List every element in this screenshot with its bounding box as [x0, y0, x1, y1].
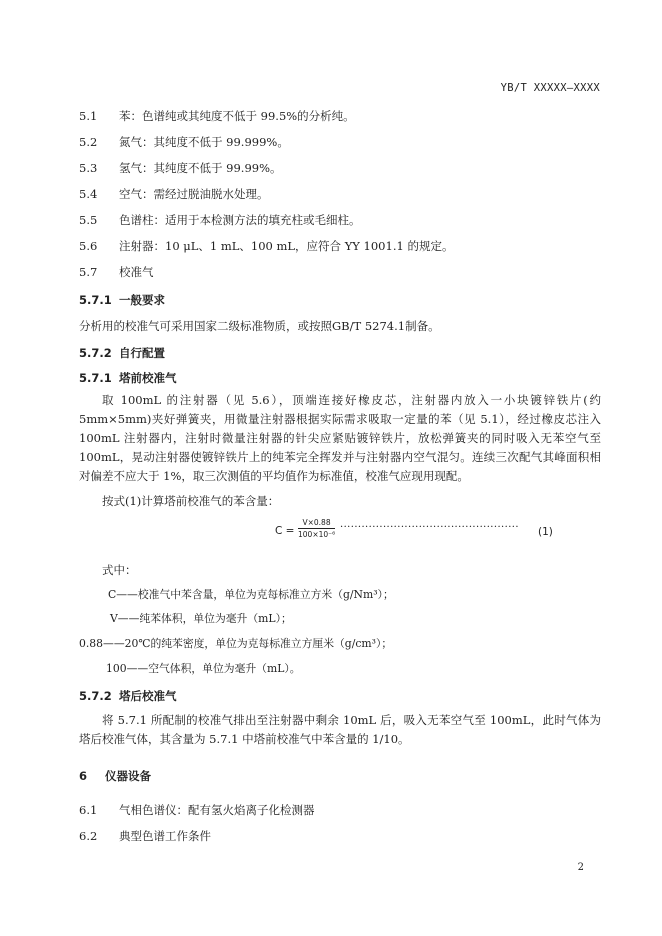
- clause-number: 5.2: [79, 135, 98, 149]
- clause-text: 色谱柱：适用于本检测方法的填充柱或毛细柱。: [119, 213, 361, 227]
- heading-title: 自行配置: [119, 346, 165, 360]
- clause-text: 空气：需经过脱油脱水处理。: [119, 187, 269, 201]
- clause-number: 5.7: [79, 265, 98, 279]
- heading-number: 5.7.1: [79, 371, 112, 385]
- document-code-header: YB/T XXXXX—XXXX: [500, 82, 600, 94]
- formula-lhs: C =: [275, 525, 295, 537]
- clause-5-6: [79, 238, 453, 254]
- clause-number: 5.1: [79, 109, 98, 123]
- clause-text: 校准气: [119, 265, 154, 279]
- formula-intro: 按式(1)计算塔前校准气的苯含量：: [102, 494, 280, 508]
- clause-5-1: [79, 108, 355, 124]
- clause-5-7: [79, 264, 154, 280]
- definition-air-volume: 100——空气体积，单位为毫升（mL）。: [106, 662, 301, 675]
- heading-title: 一般要求: [119, 293, 165, 307]
- formula-fraction: [298, 518, 335, 539]
- heading-tower-front-gas: [79, 370, 177, 386]
- definition-v: V——纯苯体积，单位为毫升（mL）；: [110, 612, 292, 625]
- formula-denominator: 100×10⁻⁶: [298, 530, 336, 539]
- definition-density: 0.88——20℃的纯苯密度，单位为克每标准立方厘米（g/cm³）；: [79, 637, 393, 650]
- heading-title: 塔前校准气: [119, 371, 177, 385]
- clause-5-2: [79, 134, 289, 150]
- heading-5-7-1: [79, 292, 165, 308]
- where-label: 式中：: [102, 563, 137, 577]
- heading-5-7-2: [79, 345, 165, 361]
- clause-5-3: [79, 160, 282, 176]
- clause-number: 5.4: [79, 187, 98, 201]
- rear-gas-paragraph: 将 5.7.1 所配制的校准气排出至注射器中剩余 10mL 后，吸入无苯空气至 100mL，此时气体为塔后校准气体，其含量为 5.7.1 中塔前校准气中苯含量的 1/10。: [79, 713, 601, 746]
- clause-5-5: [79, 212, 361, 228]
- heading-title: 塔后校准气: [119, 689, 177, 703]
- clause-text: 气相色谱仪：配有氢火焰离子化检测器: [119, 803, 315, 817]
- formula-leader-dots: ··················································: [340, 522, 519, 533]
- heading-instruments: [79, 768, 151, 784]
- preparation-paragraph: 取 100mL 的注射器（见 5.6），顶端连接好橡皮芯，注射器内放入一小块镀锌铁片(约 5mm×5mm)夹好弹簧夹，用微量注射器根据实际需求吸取一定量的苯（见 5.1），经过橡皮芯注入 100mL 注射器内，注射时微量注射器的针尖应紧贴镀锌铁片，放松弹簧夹的同时吸入无苯空气至 100mL，晃动注射器使镀锌铁片上的纯苯完全挥发并与注射器内空气混匀。连续三次配气其峰面积相对偏差不应大于 1%，取三次测值的平均值作为标准值，校准气应现用现配。: [79, 393, 601, 483]
- heading-tower-rear-gas: [79, 688, 177, 704]
- formula-1: [270, 518, 560, 548]
- clause-text: 氢气：其纯度不低于 99.99%。: [119, 161, 282, 175]
- heading-number: 6: [79, 769, 88, 783]
- clause-number: 5.6: [79, 239, 98, 253]
- definition-c: C——校准气中苯含量，单位为克每标准立方米（g/Nm³）；: [108, 588, 394, 601]
- clause-6-2: [79, 828, 211, 844]
- clause-number: 5.5: [79, 213, 98, 227]
- formula-numerator: V×0.88: [298, 518, 335, 529]
- clause-text: 苯：色谱纯或其纯度不低于 99.5%的分析纯。: [119, 109, 355, 123]
- heading-number: 5.7.2: [79, 689, 112, 703]
- clause-number: 6.1: [79, 803, 98, 817]
- page-number: 2: [577, 862, 584, 873]
- clause-number: 6.2: [79, 829, 98, 843]
- clause-5-4: [79, 186, 269, 202]
- heading-number: 5.7.2: [79, 346, 112, 360]
- clause-6-1: [79, 802, 315, 818]
- formula-number: (1): [538, 526, 553, 538]
- heading-title: 仪器设备: [105, 769, 151, 783]
- heading-number: 5.7.1: [79, 293, 112, 307]
- clause-number: 5.3: [79, 161, 98, 175]
- clause-text: 氮气：其纯度不低于 99.999%。: [119, 135, 289, 149]
- general-requirement-text: 分析用的校准气可采用国家二级标准物质，或按照GB/T 5274.1制备。: [79, 319, 440, 333]
- clause-text: 典型色谱工作条件: [119, 829, 211, 843]
- clause-text: 注射器：10 μL、1 mL、100 mL，应符合 YY 1001.1 的规定。: [119, 239, 454, 253]
